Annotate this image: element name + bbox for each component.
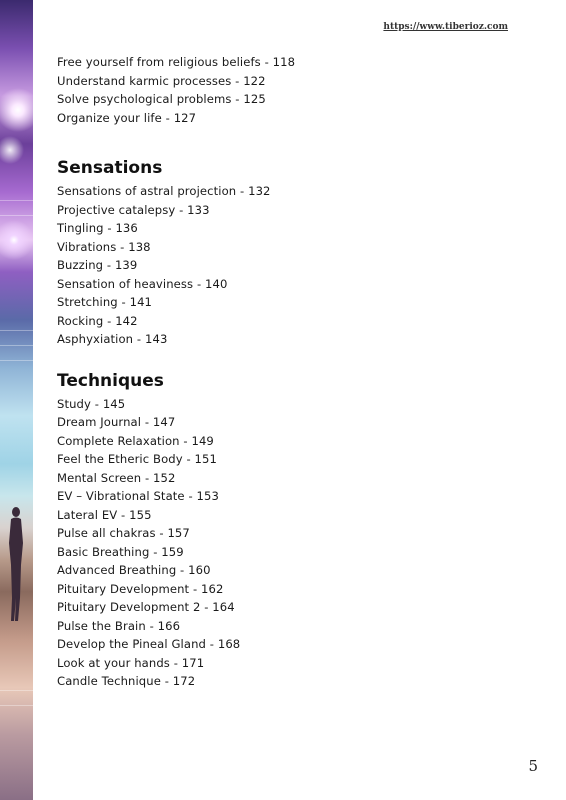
toc-entry: Projective catalepsy - 133: [57, 202, 210, 217]
toc-entry: Understand karmic processes - 122: [57, 73, 266, 88]
toc-entry: Advanced Breathing - 160: [57, 563, 211, 577]
sensations-list: [57, 182, 517, 349]
toc-entry: Buzzing - 139: [57, 258, 138, 272]
toc-entry: Look at your hands - 171: [57, 655, 205, 670]
toc-entry: Asphyxiation - 143: [57, 332, 168, 346]
section-title-techniques: Techniques: [57, 370, 164, 391]
decorative-side-image: [0, 0, 33, 800]
toc-entry: Solve psychological problems - 125: [57, 92, 266, 106]
toc-entry: Feel the Etheric Body - 151: [57, 452, 217, 466]
toc-entry: Organize your life - 127: [57, 110, 197, 125]
header-website-link[interactable]: https://www.tiberioz.com: [383, 22, 508, 32]
toc-entry: Stretching - 141: [57, 295, 153, 309]
toc-entry: Rocking - 142: [57, 313, 138, 328]
toc-entry: Pituitary Development 2 - 164: [57, 600, 235, 614]
toc-entry: Sensation of heaviness - 140: [57, 276, 228, 291]
toc-entry: Vibrations - 138: [57, 239, 151, 254]
toc-entry: Free yourself from religious beliefs - 118: [57, 55, 296, 69]
toc-entry: Mental Screen - 152: [57, 470, 176, 485]
human-figure-silhouette: [4, 503, 28, 623]
intro-list: [57, 53, 517, 127]
toc-entry: EV – Vibrational State - 153: [57, 489, 219, 503]
toc-entry: Basic Breathing - 159: [57, 544, 184, 559]
techniques-list: [57, 395, 517, 691]
toc-entry: Candle Technique - 172: [57, 674, 196, 688]
table-of-contents: [57, 53, 517, 691]
page-number: 5: [528, 757, 538, 775]
toc-entry: Pituitary Development - 162: [57, 581, 224, 596]
toc-entry: Pulse the Brain - 166: [57, 618, 181, 633]
toc-entry: Sensations of astral projection - 132: [57, 184, 271, 198]
toc-entry: Pulse all chakras - 157: [57, 526, 190, 540]
toc-entry: Develop the Pineal Gland - 168: [57, 637, 241, 651]
section-title-sensations: Sensations: [57, 158, 163, 178]
toc-entry: Dream Journal - 147: [57, 415, 176, 429]
toc-entry: Lateral EV - 155: [57, 507, 152, 522]
toc-entry: Study - 145: [57, 396, 126, 411]
toc-entry: Complete Relaxation - 149: [57, 433, 214, 448]
toc-entry: Tingling - 136: [57, 221, 138, 235]
